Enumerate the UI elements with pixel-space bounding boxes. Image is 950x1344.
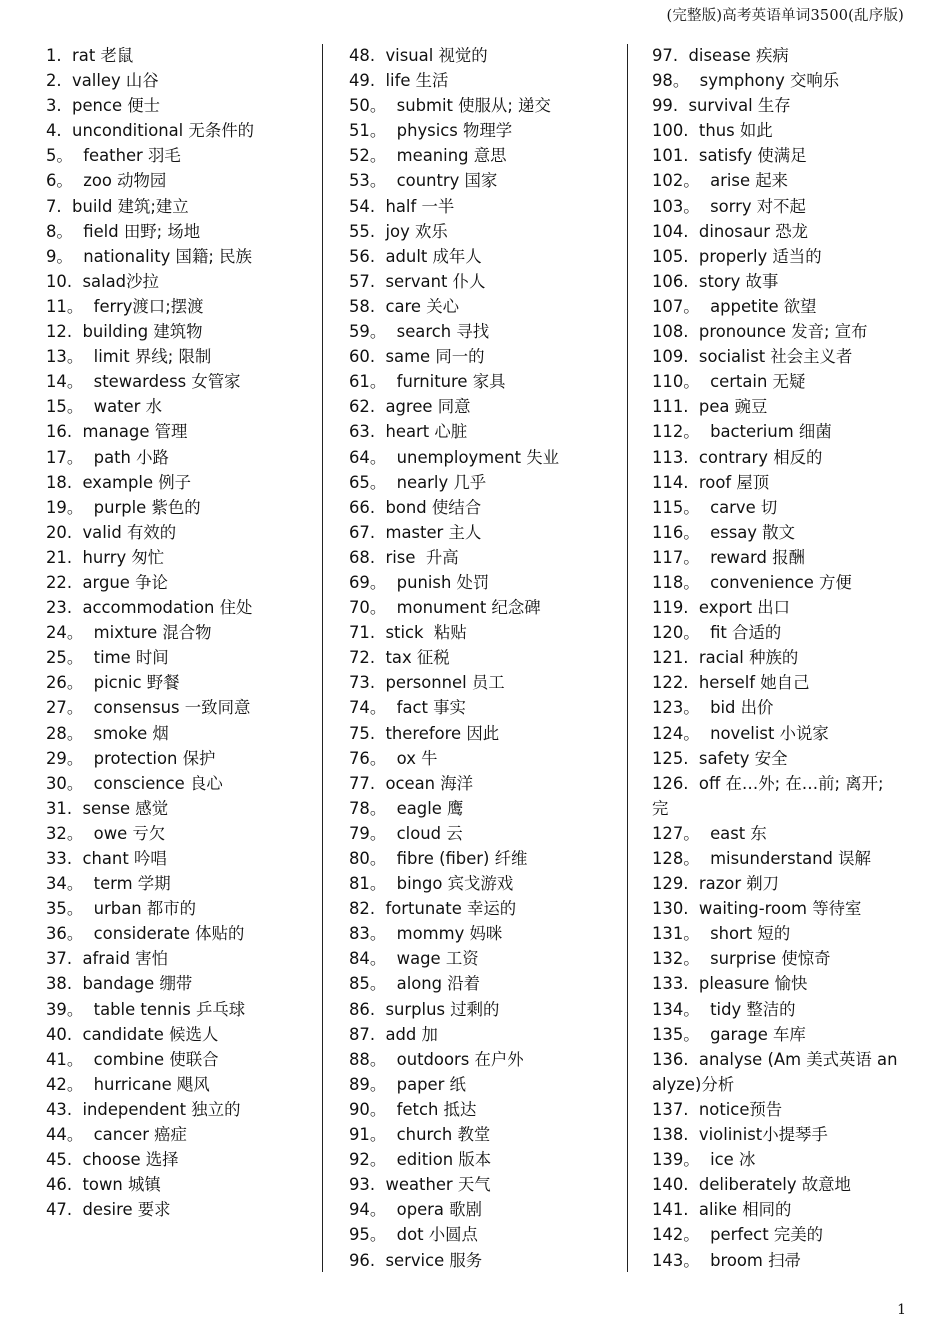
- vocab-entry: 122. herself 她自己: [652, 673, 810, 693]
- document-header: (完整版)高考英语单词3500(乱序版): [666, 8, 904, 24]
- vocab-entry: 103。 sorry 对不起: [652, 196, 806, 216]
- vocab-entry: 141. alike 相同的: [652, 1200, 792, 1220]
- vocab-entry: 137. notice预告: [652, 1099, 783, 1119]
- column-divider-2: [627, 44, 628, 1272]
- vocab-entry: 2. valley 山谷: [46, 71, 159, 91]
- vocab-entry: 76。 ox 牛: [349, 748, 438, 768]
- vocab-entry: 82. fortunate 幸运的: [349, 899, 517, 919]
- vocab-entry: 37. afraid 害怕: [46, 949, 169, 969]
- vocab-entry: 125. safety 安全: [652, 748, 788, 768]
- vocab-entry: 11。 ferry渡口;摆渡: [46, 296, 204, 316]
- vocab-entry: 80。 fibre (fiber) 纤维: [349, 849, 528, 868]
- vocab-entry: 126. off 在…外; 在…前; 离开; 完: [652, 773, 889, 818]
- vocab-entry: 132。 surprise 使惊奇: [652, 949, 831, 969]
- vocab-entry: 4. unconditional 无条件的: [46, 121, 254, 141]
- page-number: 1: [897, 1302, 906, 1318]
- vocab-entry: 48. visual 视觉的: [349, 46, 488, 65]
- vocab-entry: 91。 church 教堂: [349, 1125, 491, 1145]
- vocab-entry: 46. town 城镇: [46, 1175, 161, 1195]
- vocab-entry: 68. rise 升高: [349, 547, 459, 567]
- vocab-entry: 94。 opera 歌剧: [349, 1200, 482, 1220]
- vocab-entry: 67. master 主人: [349, 522, 482, 542]
- vocab-entry: 61。 furniture 家具: [349, 372, 506, 392]
- vocab-entry: 96. service 服务: [349, 1250, 483, 1270]
- vocab-entry: 7. build 建筑;建立: [46, 196, 189, 216]
- vocab-entry: 75. therefore 因此: [349, 723, 500, 743]
- vocab-entry: 9。 nationality 国籍; 民族: [46, 246, 252, 266]
- vocab-entry: 22. argue 争论: [46, 572, 168, 592]
- vocab-entry: 51。 physics 物理学: [349, 121, 513, 141]
- vocab-entry: 44。 cancer 癌症: [46, 1125, 187, 1145]
- vocab-entry: 117。 reward 报酬: [652, 547, 805, 567]
- vocab-entry: 1. rat 老鼠: [46, 46, 134, 65]
- vocab-entry: 54. half 一半: [349, 196, 455, 216]
- vocab-entry: 25。 time 时间: [46, 648, 169, 668]
- vocab-entry: 100. thus 如此: [652, 121, 773, 141]
- vocab-entry: 8。 field 田野; 场地: [46, 221, 201, 241]
- vocab-entry: 74。 fact 事实: [349, 698, 466, 718]
- vocab-entry: 120。 fit 合适的: [652, 623, 782, 643]
- vocab-entry: 84。 wage 工资: [349, 949, 479, 969]
- vocab-entry: 32。 owe 亏欠: [46, 823, 166, 843]
- vocab-entry: 130. waiting-room 等待室: [652, 899, 862, 919]
- vocab-entry: 71. stick 粘贴: [349, 623, 467, 643]
- vocab-entry: 110。 certain 无疑: [652, 372, 806, 392]
- vocab-entry: 73. personnel 员工: [349, 673, 505, 693]
- vocab-entry: 97. disease 疾病: [652, 46, 789, 65]
- vocab-entry: 133. pleasure 愉快: [652, 974, 808, 994]
- vocab-entry: 135。 garage 车库: [652, 1024, 806, 1044]
- vocab-entry: 29。 protection 保护: [46, 748, 216, 768]
- vocab-entry: 33. chant 吟唱: [46, 849, 167, 868]
- vocab-entry: 127。 east 东: [652, 823, 767, 843]
- vocab-entry: 56. adult 成年人: [349, 246, 482, 266]
- column-divider-1: [322, 44, 323, 1272]
- vocab-entry: 59。 search 寻找: [349, 322, 490, 342]
- vocab-entry: 108. pronounce 发音; 宣布: [652, 322, 868, 342]
- word-column-1: [46, 43, 296, 1222]
- vocab-entry: 36。 considerate 体贴的: [46, 924, 245, 944]
- vocab-entry: 19。 purple 紫色的: [46, 497, 201, 517]
- vocab-entry: 55. joy 欢乐: [349, 221, 448, 241]
- vocab-entry: 6。 zoo 动物园: [46, 171, 167, 191]
- vocab-entry: 121. racial 种族的: [652, 648, 799, 668]
- vocab-entry: 115。 carve 切: [652, 497, 778, 517]
- vocab-entry: 53。 country 国家: [349, 171, 498, 191]
- vocab-entry: 88。 outdoors 在户外: [349, 1049, 524, 1069]
- vocab-entry: 142。 perfect 完美的: [652, 1225, 823, 1245]
- vocab-entry: 50。 submit 使服从; 递交: [349, 96, 551, 116]
- vocab-entry: 42。 hurricane 飓风: [46, 1074, 210, 1094]
- vocab-entry: 81。 bingo 宾戈游戏: [349, 874, 514, 894]
- vocab-entry: 20. valid 有效的: [46, 522, 177, 542]
- vocab-entry: 24。 mixture 混合物: [46, 623, 212, 643]
- vocab-entry: 43. independent 独立的: [46, 1099, 241, 1119]
- vocab-entry: 63. heart 心脏: [349, 422, 468, 442]
- vocab-entry: 39。 table tennis 乒乓球: [46, 999, 246, 1019]
- vocab-entry: 123。 bid 出价: [652, 698, 774, 718]
- vocab-entry: 79。 cloud 云: [349, 823, 463, 843]
- vocab-entry: 111. pea 豌豆: [652, 397, 768, 417]
- vocab-entry: 107。 appetite 欲望: [652, 296, 817, 316]
- vocab-entry: 90。 fetch 抵达: [349, 1099, 477, 1119]
- vocab-entry: 62. agree 同意: [349, 397, 471, 417]
- vocab-entry: 49. life 生活: [349, 71, 449, 91]
- vocab-entry: 64。 unemployment 失业: [349, 447, 560, 467]
- vocab-entry: 138. violinist小提琴手: [652, 1125, 828, 1145]
- vocab-entry: 104. dinosaur 恐龙: [652, 221, 808, 241]
- vocab-entry: 65。 nearly 几乎: [349, 472, 487, 492]
- vocab-entry: 87. add 加: [349, 1024, 438, 1044]
- vocab-entry: 15。 water 水: [46, 397, 162, 417]
- vocab-entry: 109. socialist 社会主义者: [652, 347, 853, 367]
- vocab-entry: 3. pence 便士: [46, 96, 161, 116]
- word-column-3: [652, 43, 902, 1273]
- vocab-entry: 16. manage 管理: [46, 422, 188, 442]
- vocab-entry: 47. desire 要求: [46, 1200, 171, 1220]
- vocab-entry: 101. satisfy 使满足: [652, 146, 807, 166]
- vocab-entry: 85。 along 沿着: [349, 974, 481, 994]
- vocab-entry: 124。 novelist 小说家: [652, 723, 829, 743]
- vocab-entry: 23. accommodation 住处: [46, 598, 253, 618]
- vocab-entry: 112。 bacterium 细菌: [652, 422, 832, 442]
- vocab-entry: 58. care 关心: [349, 296, 459, 316]
- vocab-entry: 129. razor 剃刀: [652, 874, 780, 894]
- vocab-entry: 17。 path 小路: [46, 447, 169, 467]
- vocab-entry: 93. weather 天气: [349, 1175, 491, 1195]
- vocab-entry: 35。 urban 都市的: [46, 899, 197, 919]
- vocab-entry: 69。 punish 处罚: [349, 572, 490, 592]
- vocab-entry: 95。 dot 小圆点: [349, 1225, 478, 1245]
- vocab-entry: 92。 edition 版本: [349, 1150, 492, 1170]
- vocab-entry: 78。 eagle 鹰: [349, 798, 464, 818]
- vocab-entry: 27。 consensus 一致同意: [46, 698, 251, 718]
- vocab-entry: 45. choose 选择: [46, 1150, 179, 1170]
- vocab-entry: 98。 symphony 交响乐: [652, 71, 840, 91]
- vocab-entry: 86. surplus 过剩的: [349, 999, 500, 1019]
- vocab-entry: 21. hurry 匆忙: [46, 547, 165, 567]
- vocab-entry: 40. candidate 候选人: [46, 1024, 219, 1044]
- vocab-entry: 89。 paper 纸: [349, 1074, 466, 1094]
- vocab-entry: 143。 broom 扫帚: [652, 1250, 801, 1270]
- vocab-entry: 128。 misunderstand 误解: [652, 849, 871, 868]
- vocab-entry: 105. properly 适当的: [652, 246, 822, 266]
- vocab-entry: 83。 mommy 妈咪: [349, 924, 503, 944]
- vocab-entry: 18. example 例子: [46, 472, 192, 492]
- vocab-entry: 77. ocean 海洋: [349, 773, 474, 793]
- vocab-entry: 26。 picnic 野餐: [46, 673, 180, 693]
- vocab-entry: 116。 essay 散文: [652, 522, 795, 542]
- vocab-entry: 12. building 建筑物: [46, 322, 203, 342]
- vocab-entry: 118。 convenience 方便: [652, 572, 852, 592]
- vocab-entry: 57. servant 仆人: [349, 271, 486, 291]
- vocab-entry: 131。 short 短的: [652, 924, 791, 944]
- vocab-entry: 52。 meaning 意思: [349, 146, 507, 166]
- vocab-entry: 14。 stewardess 女管家: [46, 372, 241, 392]
- vocab-entry: 34。 term 学期: [46, 874, 171, 894]
- vocab-entry: 10. salad沙拉: [46, 271, 159, 291]
- word-column-2: [349, 43, 599, 1273]
- vocab-entry: 13。 limit 界线; 限制: [46, 347, 212, 367]
- vocab-entry: 139。 ice 冰: [652, 1150, 756, 1170]
- vocab-entry: 140. deliberately 故意地: [652, 1175, 851, 1195]
- vocab-entry: 70。 monument 纪念碑: [349, 598, 541, 618]
- vocab-entry: 66. bond 使结合: [349, 497, 482, 517]
- vocab-entry: 134。 tidy 整洁的: [652, 999, 796, 1019]
- vocab-entry: 136. analyse (Am 美式英语 analyze)分析: [652, 1049, 898, 1094]
- vocab-entry: 102。 arise 起来: [652, 171, 789, 191]
- vocab-entry: 5。 feather 羽毛: [46, 146, 181, 166]
- vocab-entry: 41。 combine 使联合: [46, 1049, 219, 1069]
- vocab-entry: 30。 conscience 良心: [46, 773, 223, 793]
- vocab-entry: 119. export 出口: [652, 598, 790, 618]
- vocab-entry: 28。 smoke 烟: [46, 723, 169, 743]
- vocab-entry: 106. story 故事: [652, 271, 779, 291]
- vocab-entry: 31. sense 感觉: [46, 798, 169, 818]
- vocab-entry: 38. bandage 绷带: [46, 974, 193, 994]
- vocab-entry: 60. same 同一的: [349, 347, 485, 367]
- vocab-entry: 72. tax 征税: [349, 648, 450, 668]
- vocab-entry: 114. roof 屋顶: [652, 472, 770, 492]
- vocab-entry: 99. survival 生存: [652, 96, 791, 116]
- vocab-entry: 113. contrary 相反的: [652, 447, 823, 467]
